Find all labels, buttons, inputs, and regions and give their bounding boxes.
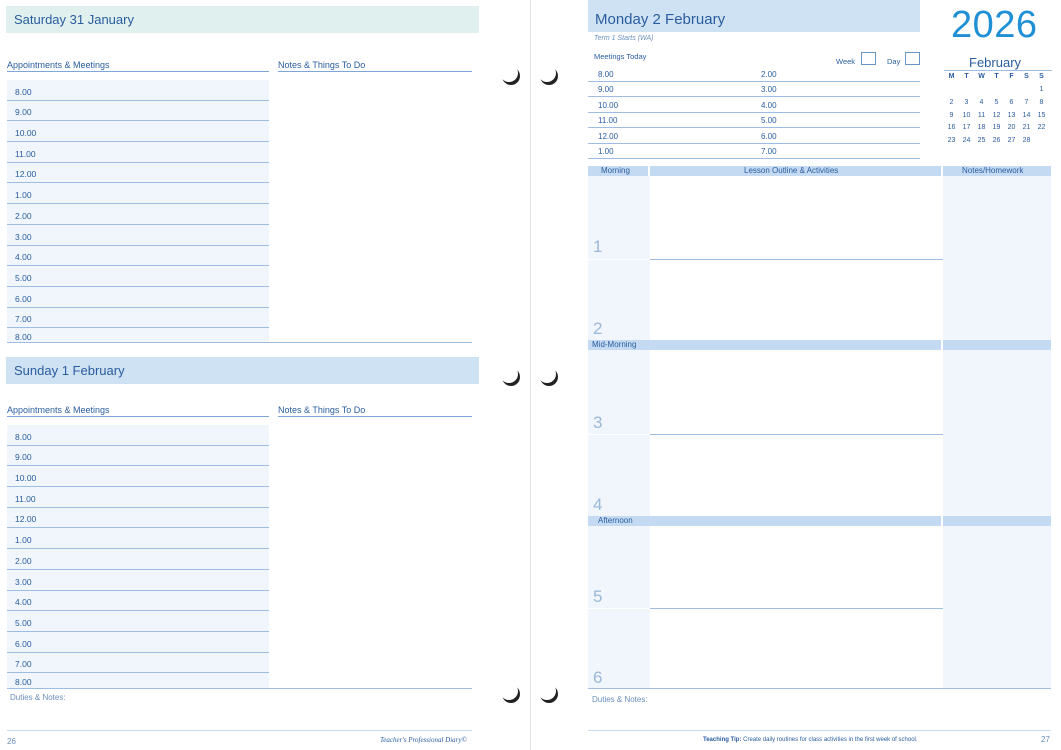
- hour-row[interactable]: 2.00: [7, 204, 269, 225]
- weekday-label: T: [964, 73, 969, 80]
- calendar-day[interactable]: 13: [1007, 111, 1016, 119]
- day-label: Day: [887, 57, 901, 66]
- hour-row[interactable]: 1.00: [7, 529, 269, 550]
- day-title: Saturday 31 January: [14, 12, 134, 27]
- meeting-row[interactable]: 3.00: [751, 82, 920, 98]
- weekday-label: F: [1009, 73, 1014, 80]
- calendar-day[interactable]: 19: [992, 124, 1001, 131]
- month-title: February: [969, 55, 1022, 70]
- period-number: 4: [593, 495, 603, 514]
- calendar-day[interactable]: 25: [977, 136, 986, 144]
- calendar-day[interactable]: 15: [1037, 111, 1046, 119]
- ring-hole: [540, 685, 558, 703]
- day-header-monday: [588, 0, 920, 32]
- meeting-row[interactable]: 2.00: [751, 66, 920, 82]
- divider: [7, 688, 472, 689]
- calendar-day[interactable]: 20: [1007, 124, 1016, 131]
- period-number: 1: [593, 237, 603, 256]
- page-number: 27: [1041, 735, 1050, 744]
- meeting-row[interactable]: 7.00: [751, 144, 920, 160]
- meeting-row[interactable]: 1.00: [588, 144, 753, 160]
- calendar-day[interactable]: 14: [1022, 111, 1031, 119]
- meeting-row[interactable]: 5.00: [751, 113, 920, 129]
- hour-row[interactable]: 2.00: [7, 549, 269, 570]
- ring-hole: [502, 685, 520, 703]
- hour-row[interactable]: 6.00: [7, 287, 269, 308]
- period-divider: [588, 608, 650, 609]
- calendar-day[interactable]: 8: [1039, 99, 1044, 106]
- weekday-label: W: [978, 73, 985, 80]
- notes-heading: Notes & Things To Do: [278, 405, 472, 417]
- meeting-row[interactable]: 11.00: [588, 113, 753, 129]
- calendar-day[interactable]: 23: [947, 136, 956, 144]
- calendar-day[interactable]: 11: [977, 111, 986, 119]
- day-header-sunday: [6, 357, 479, 384]
- strip-gap: [941, 516, 943, 526]
- hour-row[interactable]: 8.00: [15, 677, 32, 688]
- hour-row[interactable]: 4.00: [7, 246, 269, 267]
- strip-gap: [941, 166, 943, 176]
- afternoon-label: Afternoon: [598, 516, 633, 525]
- duties-notes-label: Duties & Notes:: [10, 693, 66, 702]
- divider: [7, 730, 472, 731]
- ring-hole: [540, 368, 558, 386]
- hour-row[interactable]: 1.00: [7, 184, 269, 205]
- calendar-day[interactable]: 4: [979, 99, 984, 106]
- lesson-cell-period-2[interactable]: [650, 260, 941, 340]
- notes-homework-header: Notes/Homework: [962, 166, 1024, 175]
- hour-row[interactable]: 8.00: [7, 80, 269, 101]
- calendar-day[interactable]: 9: [949, 111, 954, 119]
- hour-row[interactable]: 12.00: [7, 163, 269, 184]
- period-number: 6: [593, 668, 603, 687]
- appointments-heading: Appointments & Meetings: [7, 405, 269, 417]
- meeting-row[interactable]: 8.00: [588, 66, 753, 82]
- meeting-row[interactable]: 4.00: [751, 97, 920, 113]
- hours-column: [7, 80, 269, 342]
- meeting-row[interactable]: 6.00: [751, 128, 920, 144]
- meeting-row[interactable]: 12.00: [588, 128, 753, 144]
- day-subtitle: Term 1 Starts (WA): [594, 35, 654, 42]
- brand-footer: Teacher's Professional Diary©: [380, 736, 467, 744]
- lesson-cell-period-3[interactable]: [650, 350, 941, 434]
- calendar-day[interactable]: 24: [962, 136, 971, 144]
- meeting-row[interactable]: 9.00: [588, 82, 753, 98]
- hour-row[interactable]: 3.00: [7, 570, 269, 591]
- divider: [7, 342, 472, 343]
- teaching-tip: [703, 737, 918, 743]
- year-title: 2026: [951, 4, 1038, 46]
- calendar-day[interactable]: 5: [994, 99, 999, 106]
- day-title: Monday 2 February: [595, 11, 726, 28]
- calendar-day[interactable]: 27: [1007, 136, 1016, 144]
- lesson-cell-period-1[interactable]: [650, 176, 941, 259]
- lesson-outline-header: Lesson Outline & Activities: [744, 166, 839, 175]
- calendar-day[interactable]: 7: [1024, 99, 1029, 106]
- period-divider: [588, 434, 650, 435]
- calendar-day[interactable]: 22: [1037, 124, 1046, 131]
- ring-hole: [502, 368, 520, 386]
- hour-row[interactable]: 3.00: [7, 225, 269, 246]
- mini-calendar: [944, 73, 1054, 148]
- calendar-divider: [944, 70, 1052, 71]
- calendar-day[interactable]: 16: [947, 124, 956, 131]
- hour-row[interactable]: 6.00: [7, 632, 269, 653]
- morning-header: Morning: [601, 166, 630, 175]
- meetings-today-label: Meetings Today: [594, 52, 647, 61]
- calendar-day[interactable]: 1: [1039, 86, 1044, 93]
- notes-column: [943, 166, 1051, 688]
- notes-heading: Notes & Things To Do: [278, 60, 472, 72]
- hour-row[interactable]: 11.00: [7, 142, 269, 163]
- meeting-row[interactable]: 10.00: [588, 97, 753, 113]
- hours-column: [7, 425, 269, 688]
- calendar-day[interactable]: 17: [962, 124, 971, 131]
- hour-row[interactable]: 12.00: [7, 508, 269, 529]
- calendar-day[interactable]: 28: [1022, 136, 1031, 144]
- day-header-saturday: [6, 6, 479, 33]
- page-number: 26: [7, 737, 16, 746]
- divider: [588, 730, 1051, 731]
- hour-row[interactable]: 7.00: [7, 308, 269, 329]
- duties-notes-label: Duties & Notes:: [592, 695, 648, 704]
- lesson-cell-period-5[interactable]: [650, 526, 941, 608]
- calendar-day[interactable]: 26: [992, 136, 1001, 144]
- period-number: 3: [593, 413, 603, 432]
- calendar-day[interactable]: 2: [949, 99, 954, 106]
- mid-morning-label: Mid-Morning: [592, 340, 637, 349]
- appointments-heading: Appointments & Meetings: [7, 60, 269, 72]
- hour-row[interactable]: 8.00: [7, 425, 269, 446]
- hour-row[interactable]: 9.00: [7, 446, 269, 467]
- calendar-day[interactable]: 18: [977, 124, 986, 131]
- weekday-label: M: [948, 73, 955, 80]
- teaching-tip-label: Teaching Tip:: [703, 737, 742, 743]
- weekday-label: S: [1024, 73, 1029, 80]
- calendar-day[interactable]: 6: [1009, 99, 1014, 106]
- hour-row[interactable]: 11.00: [7, 487, 269, 508]
- week-label: Week: [836, 57, 856, 66]
- lesson-cell-period-6[interactable]: [650, 609, 941, 688]
- day-checkbox[interactable]: [905, 52, 920, 65]
- period-number: 5: [593, 587, 603, 606]
- period-number: 2: [593, 319, 603, 338]
- right-page: [531, 0, 1061, 750]
- hour-row[interactable]: 9.00: [7, 101, 269, 122]
- calendar-day[interactable]: 21: [1022, 124, 1031, 131]
- day-title: Sunday 1 February: [14, 363, 125, 378]
- ring-hole: [540, 67, 558, 85]
- hour-row[interactable]: 4.00: [7, 591, 269, 612]
- calendar-day[interactable]: 10: [962, 111, 971, 119]
- mid-morning-strip: [588, 340, 1051, 350]
- hour-row[interactable]: 10.00: [7, 466, 269, 487]
- strip-gap: [648, 166, 650, 176]
- divider: [588, 688, 1051, 689]
- calendar-day[interactable]: 3: [964, 99, 969, 106]
- ring-hole: [502, 67, 520, 85]
- hour-row[interactable]: 7.00: [7, 653, 269, 674]
- strip-gap: [941, 340, 943, 350]
- week-checkbox[interactable]: [861, 52, 876, 65]
- hour-row[interactable]: 8.00: [15, 332, 32, 343]
- period-divider: [588, 259, 650, 260]
- hour-row[interactable]: 5.00: [7, 266, 269, 287]
- left-page: [0, 0, 530, 750]
- weekday-label: S: [1039, 73, 1044, 80]
- lesson-cell-period-4[interactable]: [650, 435, 941, 516]
- teaching-tip-text: Create daily routines for class activities in the first week of school.: [741, 737, 918, 743]
- hour-row[interactable]: 5.00: [7, 611, 269, 632]
- afternoon-strip: [588, 516, 1051, 526]
- calendar-day[interactable]: 12: [992, 111, 1001, 119]
- hour-row[interactable]: 10.00: [7, 121, 269, 142]
- weekday-label: T: [994, 73, 999, 80]
